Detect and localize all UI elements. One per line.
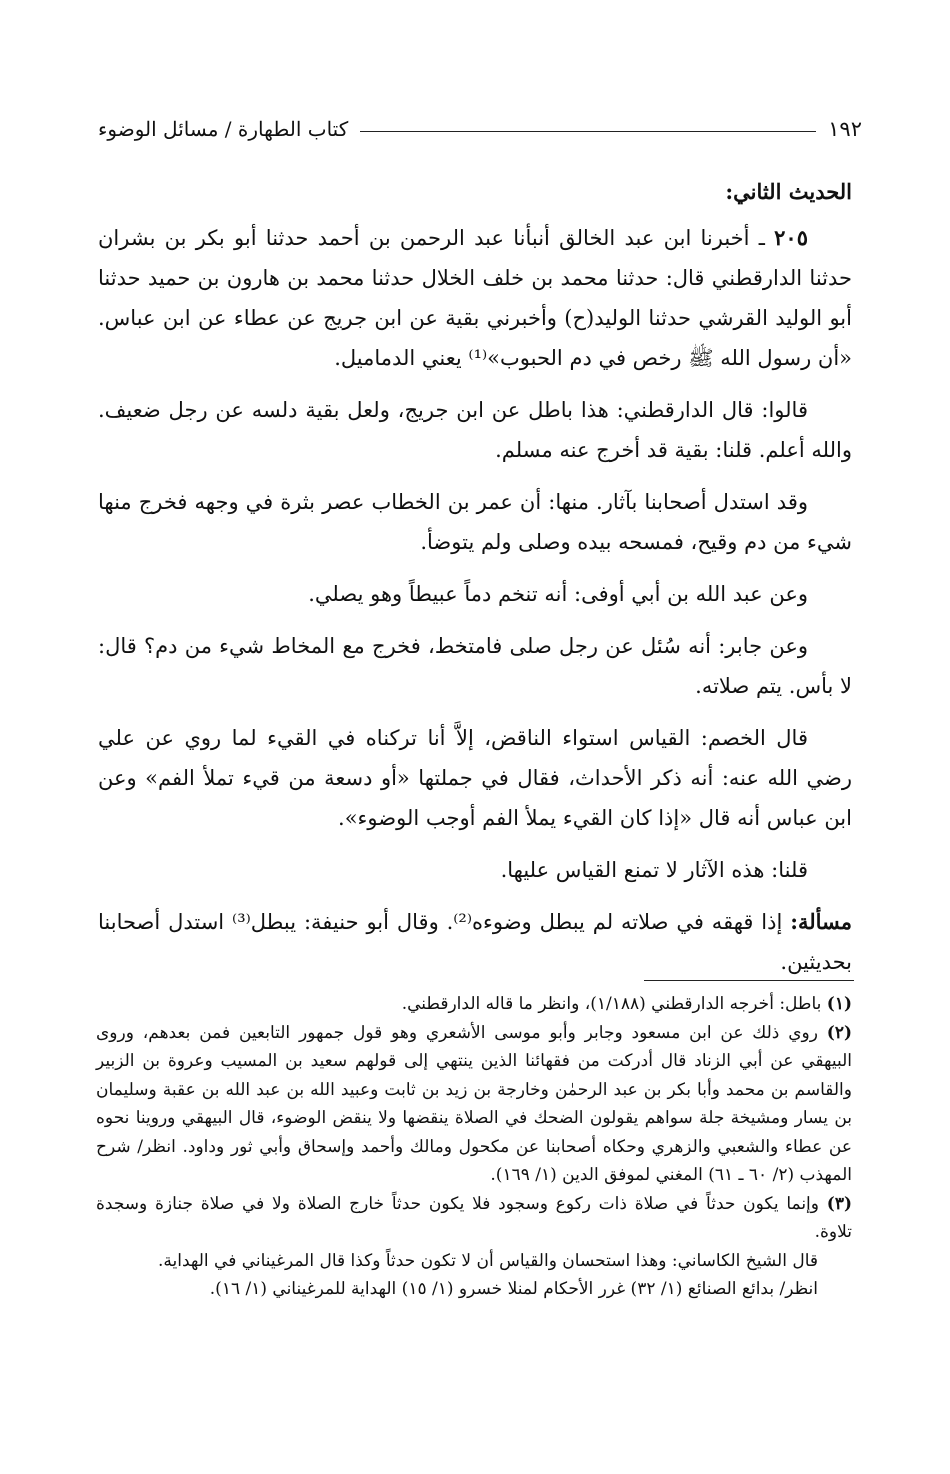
section-heading: الحديث الثاني: xyxy=(725,179,852,204)
footnote-2-text: روي ذلك عن ابن مسعود وجابر وأبو موسى الأشعري وهو قول جمهور التابعين فمن بعدهم، وروى البيهقي عن أبي الزناد قال أدركت من فقهائنا الذين ينتهي إلى قولهم سعيد بن المسيب وعروة بن الزبير والقاسم بن محمد وأبا بكر بن عبد الرحمٰن وخارجة بن زيد بن ثابت وعبيد الله بن عبد الله بن عقبة وسليمان بن يسار ومشيخة جلة سواهم يقولون الضحك في الصلاة ينقضها ولا ينقض الوضوء، قال البيهقي وروينا نحوه عن عطاء والشعبي والزهري وحكاه أصحابنا عن مكحول ومالك وأحمد وإسحاق وأبي ثور وداود. انظر/ شرح المهذب (٢/ ٦٠ ـ ٦١) المغني لموفق الدين (١/ ١٦٩). xyxy=(96,1022,852,1185)
masala-text: إذا قهقه في صلاته لم يبطل وضوءه⁽²⁾. وقال أبو حنيفة: يبطل⁽³⁾ استدل أصحابنا بحديثين. xyxy=(98,910,852,974)
hadith-paragraph xyxy=(98,218,852,378)
footnote-3-text: وإنما يكون حدثاً في صلاة ذات ركوع وسجود فلا يكون حدثاً خارج الصلاة ولا في صلاة جنازة وسجدة تلاوة. xyxy=(96,1193,852,1242)
footnote-1-label: (١) xyxy=(826,994,852,1014)
footnote-3-continuation: قال الشيخ الكاساني: وهذا استحسان والقياس أن لا تكون حدثاً وكذا قال المرغيناني في الهداية. xyxy=(157,1250,818,1271)
footnote-1 xyxy=(96,990,852,1019)
masala-paragraph xyxy=(98,902,852,982)
footnote-3-label: (٣) xyxy=(826,1193,852,1214)
footnotes xyxy=(96,990,852,1304)
footnote-3 xyxy=(96,1190,852,1247)
paragraph-athar: وقد استدل أصحابنا بآثار. منها: أن عمر بن الخطاب عصر بثرة في وجهه فخرج منها شيء من دم وقيح، فمسحه بيده وصلى ولم يتوضأ. xyxy=(98,490,852,554)
masala-label: مسألة: xyxy=(790,909,852,934)
footnote-1-text: باطل: أخرجه الدارقطني (١/١٨٨)، وانظر ما قاله الدارقطني. xyxy=(401,994,827,1014)
running-title: كتاب الطهارة / مسائل الوضوء xyxy=(98,117,349,141)
running-header xyxy=(98,112,862,146)
footnote-2-label: (٢) xyxy=(826,1022,852,1043)
paragraph-ibn-abi-awfa: وعن عبد الله بن أبي أوفى: أنه تنخم دماً عبيطاً وهو يصلي. xyxy=(308,582,808,606)
hadith-text: ـ أخبرنا ابن عبد الخالق أنبأنا عبد الرحمن بن أحمد حدثنا أبو بكر بن بشران حدثنا الدارقطني قال: حدثنا محمد بن خلف الخلال حدثنا محمد بن هارون بن حميد حدثنا أبو الوليد القرشي حدثنا الوليد(ح) وأخبرني بقية عن ابن جريج عن عطاء عن ابن عباس. «أن رسول الله ﷺ رخص في دم الحبوب»⁽¹⁾ يعني الدماميل. xyxy=(98,226,852,370)
paragraph-reply: قلنا: هذه الآثار لا تمنع القياس عليها. xyxy=(500,858,808,882)
footnote-3-references: انظر/ بدائع الصنائع (١/ ٣٢) غرر الأحكام لمنلا خسرو (١/ ١٥) الهداية للمرغيناني (١/ ١٦). xyxy=(209,1279,818,1299)
paragraph-objection: قالوا: قال الدارقطني: هذا باطل عن ابن جريج، ولعل بقية دلسه عن رجل ضعيف. والله أعلم. قلنا: بقية قد أخرج عنه مسلم. xyxy=(98,398,852,462)
page-number: ١٩٢ xyxy=(828,117,862,141)
footnote-2 xyxy=(96,1019,852,1190)
main-text xyxy=(98,172,852,994)
footnote-separator xyxy=(644,980,854,981)
hadith-number: ٢٠٥ xyxy=(774,225,808,250)
paragraph-jabir: وعن جابر: أنه سُئل عن رجل صلى فامتخط، فخرج مع المخاط شيء من دم؟ قال: لا بأس. يتم صلاته. xyxy=(98,634,852,698)
paragraph-opponent: قال الخصم: القياس استواء الناقض، إلاَّ أنا تركناه في القيء لما روي عن علي رضي الله عنه: أنه ذكر الأحداث، فقال في جملتها «أو دسعة من قيء تملأ الفم» وعن ابن عباس أنه قال «إذا كان القيء يملأ الفم أوجب الوضوء». xyxy=(98,726,852,830)
header-rule xyxy=(360,131,816,132)
